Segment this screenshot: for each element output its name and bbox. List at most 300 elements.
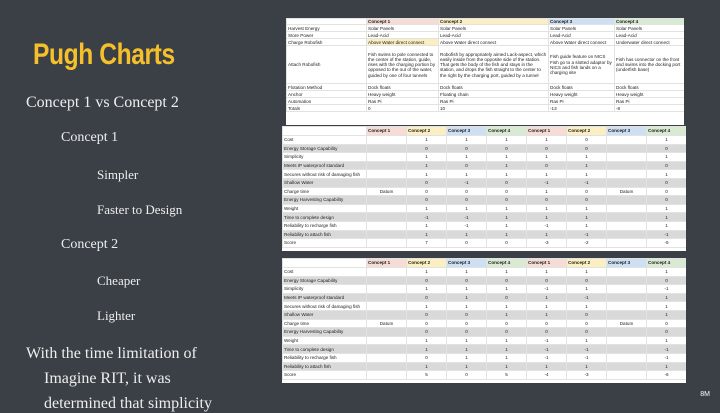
score-cell: 1 (647, 213, 687, 222)
table-cell: Harvest Energy (287, 25, 367, 32)
header-cell: Concept 2 (567, 127, 607, 136)
score-cell: 0 (487, 276, 527, 285)
score-cell: -5 (647, 239, 687, 248)
table-cell: Underwater direct connect (615, 39, 685, 46)
score-cell: 1 (527, 268, 567, 277)
score-cell: 0 (527, 144, 567, 153)
score-cell: 1 (407, 153, 447, 162)
header-cell: Concept 1 (527, 127, 567, 136)
score-cell: -1 (567, 353, 607, 362)
score-cell: 1 (487, 285, 527, 294)
score-cell: 0 (647, 187, 687, 196)
score-cell: 0 (407, 319, 447, 328)
score-cell: 5 (407, 371, 447, 380)
table-cell: 10 (439, 105, 549, 112)
score-cell: -1 (527, 178, 567, 187)
score-cell (607, 170, 647, 179)
pugh-row (283, 230, 687, 239)
header-cell: Concept 1 (367, 259, 407, 268)
bullet-item: Concept 1 vs Concept 2 (26, 94, 179, 111)
table-cell: Solar Panels (439, 25, 549, 32)
pugh-row (283, 187, 687, 196)
pugh-header (283, 127, 687, 136)
score-cell (607, 310, 647, 319)
table-cell: Robofish by appropriately aimed Lack-aspect, which easily inside from the opposite side of the station. That gets the body of the fish and stays in the station, and drops the fish straight to the center to the right by the charging port, guided by a tunnel (439, 46, 549, 84)
criterion-cell: Weight (283, 204, 367, 213)
score-cell: 1 (527, 362, 567, 371)
score-cell: 1 (567, 161, 607, 170)
concept-row (287, 84, 685, 91)
pugh-row (283, 276, 687, 285)
criterion-cell: Time to complete design (283, 345, 367, 354)
score-cell: 1 (647, 293, 687, 302)
score-cell: 1 (487, 353, 527, 362)
score-cell: 0 (487, 328, 527, 337)
table-cell: 0 (367, 105, 439, 112)
score-cell: 1 (487, 336, 527, 345)
score-cell: -1 (647, 230, 687, 239)
score-cell (607, 213, 647, 222)
header-cell: Concept 3 (549, 19, 615, 25)
score-cell: 0 (407, 310, 447, 319)
score-cell: 0 (447, 161, 487, 170)
pugh-row (283, 268, 687, 277)
criterion-cell: Charge time (283, 187, 367, 196)
header-cell: Concept 3 (607, 127, 647, 136)
score-cell (607, 268, 647, 277)
table-cell: Fish guide feature on NICS Fish go to a slotted adaptor by NICS and fish lands on a charging site (549, 46, 615, 84)
score-cell: 7 (407, 239, 447, 248)
criterion-cell: Energy Storage Capability (283, 144, 367, 153)
table-cell: Automation (287, 98, 367, 105)
table-cell: Solar Panels (367, 25, 439, 32)
pugh-row (283, 371, 687, 380)
score-cell (607, 276, 647, 285)
score-cell: 1 (527, 213, 567, 222)
header-cell: Concept 4 (615, 19, 685, 25)
table-cell: Dock floats (615, 84, 685, 91)
bullet-item: Imagine RIT, it was (44, 370, 171, 387)
score-cell (367, 353, 407, 362)
score-cell: 1 (487, 362, 527, 371)
score-cell: 1 (407, 302, 447, 311)
concept-row (287, 98, 685, 105)
score-cell: 1 (527, 170, 567, 179)
score-cell: -1 (567, 345, 607, 354)
score-cell: 1 (447, 230, 487, 239)
datum-label: Datum (607, 319, 647, 328)
score-cell (367, 230, 407, 239)
table-cell: Above Water direct connect (439, 39, 549, 46)
score-cell: -1 (567, 293, 607, 302)
score-cell (367, 336, 407, 345)
score-cell (607, 230, 647, 239)
table-cell: Lead-Acid (367, 32, 439, 39)
score-cell: -1 (647, 353, 687, 362)
score-cell: 0 (447, 187, 487, 196)
criterion-cell: Energy Harvesting Capability (283, 328, 367, 337)
score-cell (607, 345, 647, 354)
score-cell: -1 (447, 221, 487, 230)
concept-row (287, 39, 685, 46)
table-cell: Store Power (287, 32, 367, 39)
table-cell: Ras Pi (367, 98, 439, 105)
score-cell: 1 (527, 230, 567, 239)
score-cell (367, 213, 407, 222)
pugh-row (283, 221, 687, 230)
score-cell: 1 (487, 136, 527, 145)
pugh-row (283, 213, 687, 222)
bullet-item: Cheaper (97, 273, 141, 288)
score-cell (367, 153, 407, 162)
score-cell: -3 (527, 239, 567, 248)
score-cell: -3 (567, 371, 607, 380)
table-cell: Dock floats (367, 84, 439, 91)
score-cell (367, 239, 407, 248)
score-cell: 1 (447, 170, 487, 179)
criterion-cell: Simplicity (283, 153, 367, 162)
score-cell: -1 (567, 230, 607, 239)
score-cell: 1 (567, 213, 607, 222)
score-cell (607, 371, 647, 380)
score-cell: 1 (647, 170, 687, 179)
table-cell: Flotation Method (287, 84, 367, 91)
table-cell: Ras Pi (439, 98, 549, 105)
score-cell: -1 (647, 345, 687, 354)
table-cell: Heavy weight (615, 91, 685, 98)
score-cell (367, 196, 407, 205)
score-cell: 1 (647, 310, 687, 319)
header-cell: Concept 3 (447, 259, 487, 268)
score-cell: 0 (407, 276, 447, 285)
score-cell: 0 (647, 144, 687, 153)
header-cell: Concept 3 (607, 259, 647, 268)
score-cell (367, 371, 407, 380)
pugh-row (283, 170, 687, 179)
bullet-item: Lighter (97, 308, 136, 323)
table-cell: Lead-Acid (615, 32, 685, 39)
score-cell: -2 (567, 239, 607, 248)
score-cell: 1 (527, 187, 567, 196)
header-cell: Concept 2 (407, 259, 447, 268)
slide-title: Pugh Charts (33, 38, 175, 71)
score-cell: 1 (647, 268, 687, 277)
criterion-cell: Simplicity (283, 285, 367, 294)
pugh-row (283, 310, 687, 319)
score-cell: 1 (447, 153, 487, 162)
score-cell (607, 136, 647, 145)
table-cell: -13 (549, 105, 615, 112)
score-cell: 1 (487, 170, 527, 179)
header-cell: Concept 4 (487, 259, 527, 268)
concept-row (287, 105, 685, 112)
score-cell: 1 (647, 336, 687, 345)
score-cell: -1 (647, 285, 687, 294)
score-cell (367, 204, 407, 213)
table-cell: Heavy weight (549, 91, 615, 98)
score-cell: 0 (407, 293, 447, 302)
score-cell: 1 (407, 362, 447, 371)
score-cell: 0 (647, 319, 687, 328)
criterion-cell: Reliability to recharge fish (283, 221, 367, 230)
table-cell: Fish has connector on the front and swims into the docking port (underfish base) (615, 46, 685, 84)
score-cell (367, 136, 407, 145)
score-cell: 1 (527, 204, 567, 213)
pugh-row (283, 328, 687, 337)
score-cell: 1 (647, 204, 687, 213)
score-cell: 1 (567, 204, 607, 213)
criterion-cell: Meets IP waterproof standard (283, 161, 367, 170)
score-cell: 1 (527, 136, 567, 145)
table-cell: Lead-Acid (549, 32, 615, 39)
pugh-row (283, 319, 687, 328)
score-cell: 0 (407, 196, 447, 205)
score-cell: 1 (407, 136, 447, 145)
header-cell: Concept 2 (407, 127, 447, 136)
score-cell: -1 (527, 221, 567, 230)
pugh-row (283, 302, 687, 311)
header-cell: Concept 4 (487, 127, 527, 136)
header-cell: Concept 2 (567, 259, 607, 268)
table-cell: Dock floats (549, 84, 615, 91)
score-cell: 1 (647, 153, 687, 162)
criterion-cell: Secures without risk of damaging fish (283, 170, 367, 179)
score-cell: 0 (447, 310, 487, 319)
criterion-cell: Reliability to attach fish (283, 362, 367, 371)
score-cell: 1 (487, 204, 527, 213)
concept-table (286, 18, 684, 125)
score-cell: 1 (407, 161, 447, 170)
score-cell: 0 (487, 293, 527, 302)
score-cell: 1 (487, 302, 527, 311)
score-cell (367, 161, 407, 170)
table-cell: Ras Pi (615, 98, 685, 105)
score-cell: 0 (487, 319, 527, 328)
criterion-cell: Shallow Water (283, 178, 367, 187)
score-cell (367, 268, 407, 277)
pugh-row (283, 144, 687, 153)
score-cell: 1 (527, 293, 567, 302)
score-cell: 0 (567, 196, 607, 205)
score-cell (367, 362, 407, 371)
score-cell: -1 (407, 213, 447, 222)
score-cell: 0 (487, 196, 527, 205)
score-cell: 1 (487, 221, 527, 230)
score-cell: 1 (527, 310, 567, 319)
score-cell (607, 196, 647, 205)
header-cell: Concept 1 (527, 259, 567, 268)
score-cell: 1 (567, 362, 607, 371)
score-cell: 1 (447, 336, 487, 345)
score-cell: 0 (487, 187, 527, 196)
criterion-cell: Secures without risk of damaging fish (283, 302, 367, 311)
score-cell (607, 153, 647, 162)
criterion-cell: Shallow Water (283, 310, 367, 319)
pugh-row (283, 136, 687, 145)
score-cell (607, 293, 647, 302)
criterion-cell: Time to complete design (283, 213, 367, 222)
score-cell (607, 221, 647, 230)
score-cell: 0 (407, 353, 447, 362)
header-cell (283, 127, 367, 136)
pugh-row (283, 293, 687, 302)
score-cell: -1 (447, 213, 487, 222)
score-cell: 0 (487, 239, 527, 248)
score-cell: 1 (567, 170, 607, 179)
score-cell (367, 293, 407, 302)
score-cell: 0 (567, 144, 607, 153)
score-cell (607, 144, 647, 153)
score-cell: 1 (487, 161, 527, 170)
page-number: 8M (700, 391, 710, 398)
score-cell: 1 (527, 302, 567, 311)
score-cell (367, 144, 407, 153)
bullet-item: Concept 1 (61, 130, 119, 145)
score-cell: 5 (487, 371, 527, 380)
table-cell: Solar Panels (615, 25, 685, 32)
score-cell: 1 (447, 136, 487, 145)
score-cell (607, 336, 647, 345)
table-cell: Dock floats (439, 84, 549, 91)
score-cell (607, 362, 647, 371)
table-cell: Above Water direct connect (549, 39, 615, 46)
table-cell: Ras Pi (549, 98, 615, 105)
header-cell: Concept 4 (647, 259, 687, 268)
score-cell: 1 (407, 285, 447, 294)
score-cell: 0 (527, 161, 567, 170)
score-cell (367, 178, 407, 187)
pugh-header (283, 259, 687, 268)
criterion-cell: Weight (283, 336, 367, 345)
score-cell: 1 (407, 221, 447, 230)
score-cell: 0 (407, 144, 447, 153)
score-cell: 0 (567, 187, 607, 196)
pugh-chart-2 (282, 258, 686, 383)
criterion-cell: Score (283, 371, 367, 380)
score-cell: -1 (527, 336, 567, 345)
criterion-cell: Cost (283, 268, 367, 277)
score-cell: 1 (567, 268, 607, 277)
score-cell: 0 (567, 319, 607, 328)
score-cell: 0 (527, 328, 567, 337)
table-cell: Above Water direct connect (367, 39, 439, 46)
score-cell (607, 353, 647, 362)
score-cell: 1 (407, 336, 447, 345)
score-cell: -1 (527, 345, 567, 354)
score-cell (607, 178, 647, 187)
header-cell: Concept 3 (447, 127, 487, 136)
score-cell (367, 276, 407, 285)
score-cell (367, 328, 407, 337)
criterion-cell: Cost (283, 136, 367, 145)
score-cell: 0 (447, 276, 487, 285)
score-cell: 1 (567, 302, 607, 311)
score-cell (607, 328, 647, 337)
header-cell: Concept 1 (367, 127, 407, 136)
table-cell: Floating chain (439, 91, 549, 98)
score-cell (367, 302, 407, 311)
pugh-row (283, 336, 687, 345)
pugh-row (283, 204, 687, 213)
pugh-row (283, 196, 687, 205)
score-cell: 0 (527, 196, 567, 205)
score-cell: 0 (407, 328, 447, 337)
pugh-row (283, 345, 687, 354)
bullet-item: Faster to Design (97, 202, 183, 217)
score-cell: 1 (567, 285, 607, 294)
criterion-cell: Reliability to recharge fish (283, 353, 367, 362)
concept-row (287, 91, 685, 98)
table-cell: Attach Robofish (287, 46, 367, 84)
datum-label: Datum (367, 187, 407, 196)
score-cell: 0 (567, 276, 607, 285)
score-cell: -4 (527, 371, 567, 380)
score-cell: 0 (567, 136, 607, 145)
score-cell: 1 (567, 153, 607, 162)
score-cell: 0 (567, 328, 607, 337)
score-cell: 1 (447, 268, 487, 277)
table-cell: Solar Panels (549, 25, 615, 32)
score-cell: 1 (447, 204, 487, 213)
datum-label: Datum (607, 187, 647, 196)
score-cell: 1 (647, 362, 687, 371)
score-cell: 0 (647, 196, 687, 205)
score-cell: 0 (447, 239, 487, 248)
score-cell: 1 (447, 353, 487, 362)
score-cell: 0 (487, 144, 527, 153)
table-cell: Charge Robofish (287, 39, 367, 46)
score-cell: 1 (407, 268, 447, 277)
score-cell: 1 (647, 221, 687, 230)
score-cell: 1 (407, 170, 447, 179)
score-cell: 0 (407, 187, 447, 196)
header-cell: Concept 4 (647, 127, 687, 136)
score-cell: -1 (567, 178, 607, 187)
score-cell: 1 (447, 302, 487, 311)
bullet-item: Concept 2 (61, 237, 119, 252)
score-cell: 0 (447, 144, 487, 153)
concept-row (287, 46, 685, 84)
score-cell: 0 (447, 319, 487, 328)
score-cell (607, 161, 647, 170)
score-cell: 1 (647, 302, 687, 311)
score-cell (607, 239, 647, 248)
score-cell: 0 (447, 196, 487, 205)
datum-label: Datum (367, 319, 407, 328)
score-cell: 1 (527, 153, 567, 162)
score-cell (367, 285, 407, 294)
score-cell: 0 (527, 319, 567, 328)
score-cell: 1 (487, 268, 527, 277)
score-cell (607, 302, 647, 311)
pugh-chart-1 (282, 126, 686, 251)
score-cell: 1 (487, 213, 527, 222)
score-cell (367, 170, 407, 179)
score-cell: 1 (447, 285, 487, 294)
score-cell (367, 221, 407, 230)
score-cell: 0 (647, 161, 687, 170)
score-cell: 1 (487, 345, 527, 354)
pugh-row (283, 239, 687, 248)
table-cell: Anchor (287, 91, 367, 98)
header-cell: Concept 2 (439, 19, 549, 25)
score-cell: 1 (447, 345, 487, 354)
score-cell: 1 (447, 362, 487, 371)
criterion-cell: Energy Storage Capability (283, 276, 367, 285)
score-cell: 0 (527, 276, 567, 285)
score-cell: -6 (647, 371, 687, 380)
table-cell: Totals (287, 105, 367, 112)
